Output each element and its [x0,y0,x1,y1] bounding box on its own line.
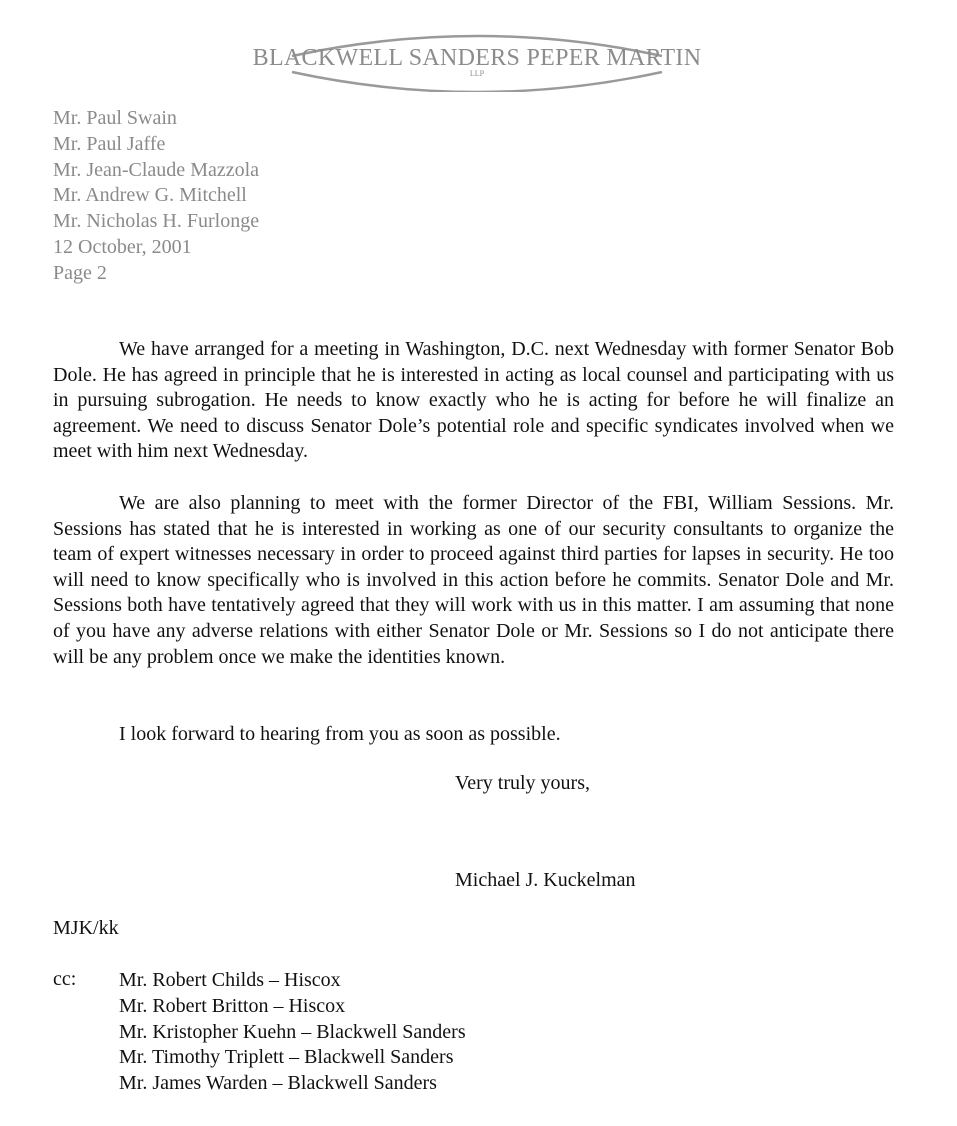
address-line: Mr. Paul Jaffe [53,132,166,155]
address-line: Mr. Andrew G. Mitchell [53,184,247,207]
body-paragraph-2: We are also planning to meet with the former Director of the FBI, William Sessions. Mr. Sessions has stated that he is interested in working as one of our security consultants to organize the team of expert witnesses necessary in order to proceed against third parties for lapses in security. He too will need to know specifically who is involved in this action before he commits. Senator Dole and Mr. Sessions both have tentatively agreed that they will work with us in this matter. I am assuming that none of you have any adverse relations with either Senator Dole or Mr. Sessions so I do not anticipate there will be any problem once we make the identities known. [53,492,894,668]
cc-label: cc: [53,968,77,990]
cc-recipient: Mr. Robert Childs – Hiscox [119,969,341,991]
address-line: Mr. Paul Swain [53,107,177,129]
closing-salutation: Very truly yours, [455,772,590,794]
cc-recipient: Mr. Kristopher Kuehn – Blackwell Sanders [119,1020,466,1043]
cc-recipient: Mr. Timothy Triplett – Blackwell Sanders [119,1046,454,1069]
firm-letterhead-logo [0,22,957,92]
cc-recipient: Mr. James Warden – Blackwell Sanders [119,1072,437,1095]
recipient-address-block [53,106,259,287]
typist-initials: MJK/kk [53,917,119,939]
page-number: Page 2 [53,261,107,284]
cc-recipient-list [119,968,466,1097]
cc-recipient: Mr. Robert Britton – Hiscox [119,994,346,1017]
body-paragraph-3: I look forward to hearing from you as soon as possible. [119,723,561,745]
body-paragraph-1: We have arranged for a meeting in Washington, D.C. next Wednesday with former Senator Bob Dole. He has agreed in principle that he is interested in acting as local counsel and participating with us in pursuing subrogation. He needs to know exactly who he is acting for before he will finalize an agreement. We need to discuss Senator Dole’s potential role and specific syndicates involved when we meet with him next Wednesday. [53,338,894,463]
letterhead-llp: LLP [469,69,485,78]
address-line: Mr. Nicholas H. Furlonge [53,210,260,233]
address-line: Mr. Jean-Claude Mazzola [53,158,260,181]
letter-date: 12 October, 2001 [53,235,192,258]
letterhead-firm-name: BLACKWELL SANDERS PEPER MARTIN [252,45,702,71]
signer-name: Michael J. Kuckelman [455,869,636,891]
